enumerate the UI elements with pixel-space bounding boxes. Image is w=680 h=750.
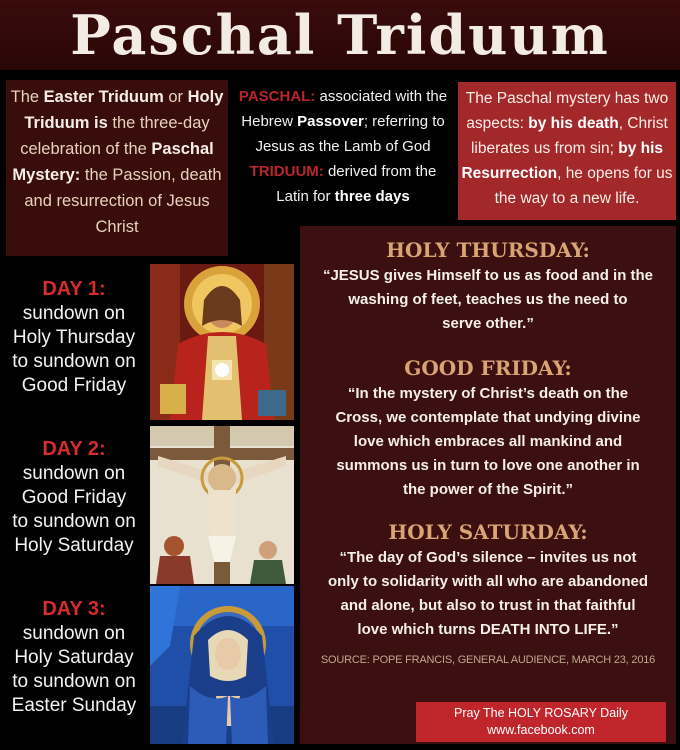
definitions-box: [232, 80, 454, 212]
holy-saturday-heading: HOLY SATURDAY:: [388, 520, 588, 544]
intro-text-3: the three-day celebration of the: [20, 114, 210, 158]
good-friday-quote-line: love which embraces all mankind and: [353, 433, 623, 450]
good-friday-quote: [314, 382, 662, 502]
quotes-panel: [300, 226, 676, 744]
day-3-line-2: Holy Saturday: [14, 647, 134, 668]
stained-glass-mary: [150, 586, 294, 744]
triduum-term-three-days: three days: [334, 188, 410, 205]
good-friday-quote-line: “In the mystery of Christ’s death on the: [347, 385, 629, 402]
mystery-term-resurrection: by his Resurrection: [461, 140, 664, 182]
holy-saturday-quote-line: “The day of God’s silence – invites us not: [339, 549, 637, 566]
good-friday-quote-line: Cross, we contemplate that undying divine: [335, 409, 641, 426]
holy-saturday-quote-line: and alone, but also to trust in that faithful: [340, 597, 636, 614]
intro-box: [6, 80, 228, 256]
holy-thursday-heading: HOLY THURSDAY:: [386, 238, 590, 262]
footer-line-1: Pray The HOLY ROSARY Daily: [454, 706, 628, 720]
day-3-line-4: Easter Sunday: [11, 695, 137, 716]
footer-link[interactable]: www.facebook.com: [487, 723, 595, 737]
intro-term-holy-triduum: Holy Triduum: [24, 88, 224, 132]
good-friday-heading: GOOD FRIDAY:: [404, 356, 572, 380]
intro-text-2: or: [163, 88, 188, 106]
page-title: Paschal Triduum: [70, 3, 610, 67]
paschal-definition-2: ; referring to Jesus as the Lamb of God: [255, 113, 445, 155]
holy-thursday-quote-line: serve other.”: [442, 315, 534, 332]
intro-text-1: The: [10, 88, 44, 106]
triduum-definition: derived from the Latin for: [276, 163, 437, 205]
day-1-line-3: to sundown on: [12, 351, 136, 372]
day-3-line-1: sundown on: [22, 623, 126, 644]
day-3: [0, 596, 148, 718]
day-1-label: DAY 1:: [42, 278, 106, 300]
mystery-text-2: , Christ liberates us from sin;: [470, 115, 668, 157]
day-2: [0, 436, 148, 558]
holy-thursday-quote-line: washing of feet, teaches us the need to: [348, 291, 628, 308]
good-friday-quote-line: summons us in turn to love one another in: [336, 457, 640, 474]
good-friday-quote-line: the power of the Spirit.”: [402, 481, 573, 498]
stained-glass-crucifixion: [150, 426, 294, 584]
day-2-line-1: sundown on: [22, 463, 126, 484]
day-3-line-3: to sundown on: [12, 671, 136, 692]
intro-term-paschal-mystery: Paschal Mystery:: [12, 140, 214, 184]
stained-glass-christ-eucharist: [150, 264, 294, 420]
day-2-line-4: Holy Saturday: [14, 535, 134, 556]
mystery-text-1: The Paschal mystery has two aspects:: [465, 90, 669, 132]
intro-text-4: the Passion, death and resurrection of Jesus Christ: [24, 166, 222, 236]
paschal-mystery-box: [458, 82, 676, 220]
day-1-line-4: Good Friday: [21, 375, 127, 396]
day-2-line-2: Good Friday: [21, 487, 127, 508]
holy-saturday-quote-line: love which turns DEATH INTO LIFE.”: [357, 621, 619, 638]
day-1-line-2: Holy Thursday: [12, 327, 136, 348]
paschal-term-passover: Passover: [297, 113, 364, 130]
holy-saturday-quote-line: only to solidarity with all who are abandoned: [327, 573, 649, 590]
holy-thursday-quote-line: “JESUS gives Himself to us as food and in the: [322, 267, 654, 284]
day-2-line-3: to sundown on: [12, 511, 136, 532]
title-banner: [0, 0, 680, 70]
triduum-keyword: TRIDUUM:: [249, 163, 324, 180]
paschal-keyword: PASCHAL:: [238, 88, 316, 105]
day-1-line-1: sundown on: [22, 303, 126, 324]
holy-saturday-quote: [314, 546, 662, 642]
rosary-footer-banner[interactable]: [416, 702, 666, 742]
paschal-definition-1: associated with the Hebrew: [241, 88, 448, 130]
source-citation: SOURCE: POPE FRANCIS, GENERAL AUDIENCE, MARCH 23, 2016: [320, 654, 656, 666]
day-2-label: DAY 2:: [42, 438, 106, 460]
days-column: [0, 262, 148, 730]
holy-thursday-quote: [314, 264, 662, 336]
day-3-label: DAY 3:: [42, 598, 106, 620]
day-1: [0, 276, 148, 398]
intro-term-easter-triduum: Easter Triduum: [43, 88, 164, 106]
mystery-text-3: , he opens for us the way to a new life.: [494, 165, 673, 207]
intro-term-is: is: [89, 114, 108, 132]
mystery-term-death: by his death: [528, 115, 619, 132]
